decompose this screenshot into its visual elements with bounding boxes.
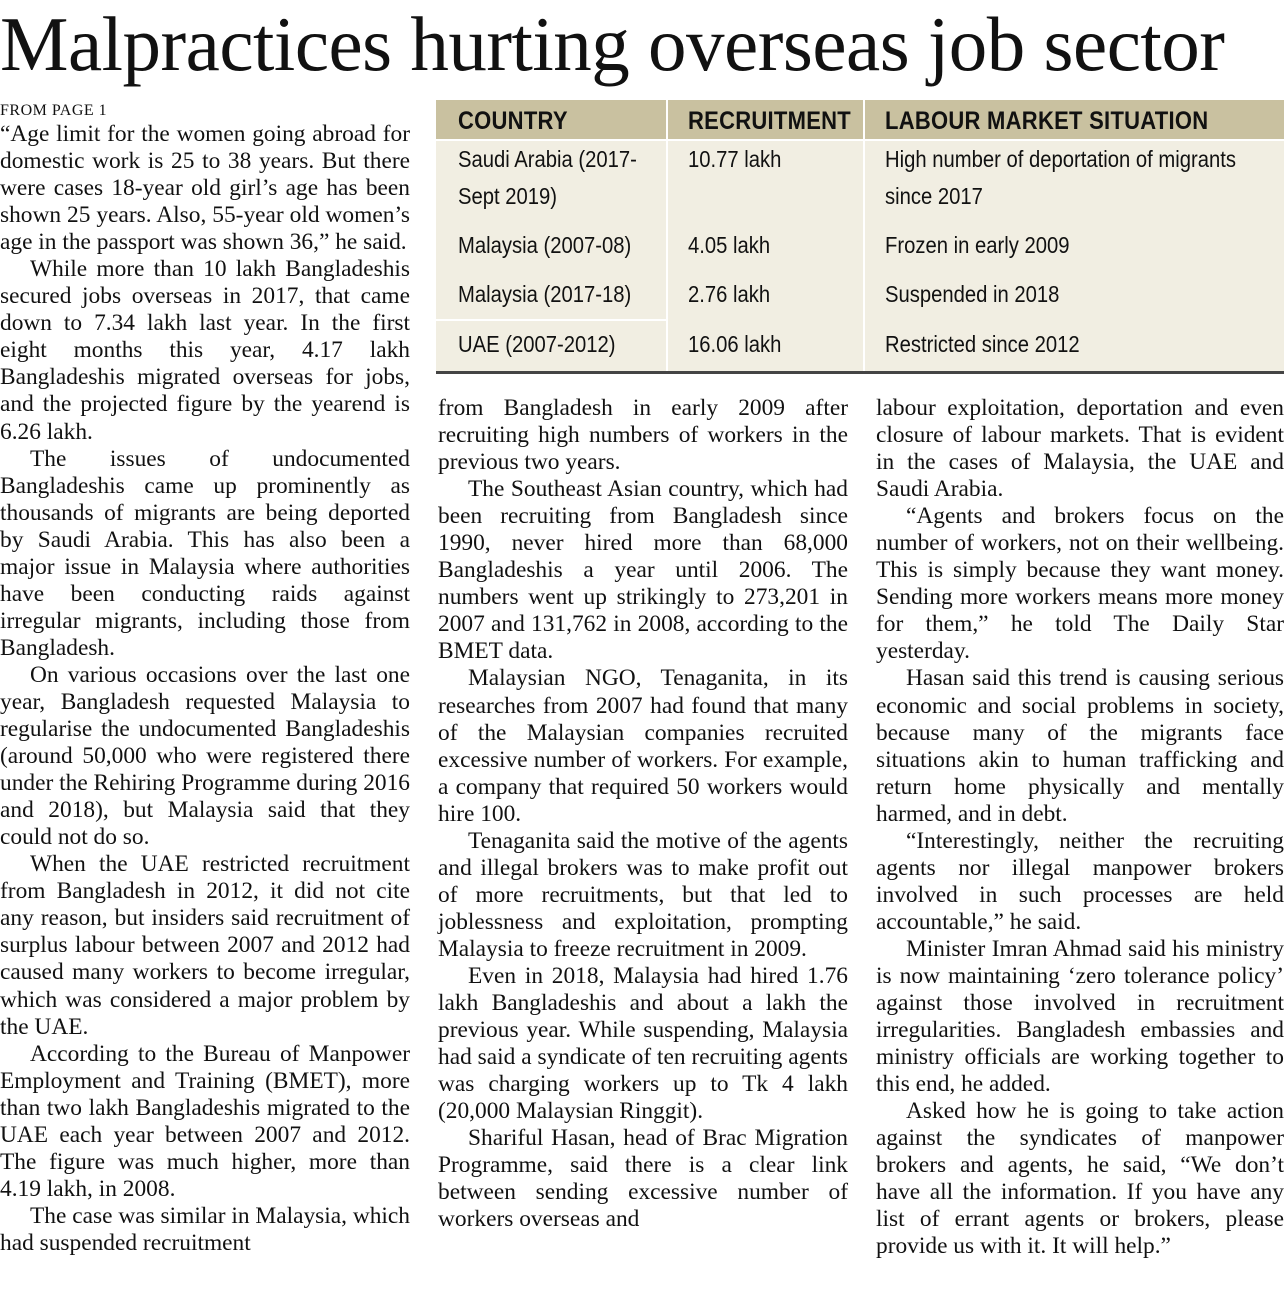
article-paragraph: Asked how he is going to take action against the syndicates of manpower brokers and agents, he said, “We don’t have all the information. If you have any list of errant agents or brokers, please provide us with it. It will help.” xyxy=(876,1098,1284,1260)
article-column-3 xyxy=(876,395,1284,1261)
header-country: COUNTRY xyxy=(458,107,568,135)
article-paragraph: When the UAE restricted recruitment from Bangladesh in 2012, it did not cite any reason, but insiders said recruitment of surplus labour between 2007 and 2012 had caused many workers to become irregular, which was considered a major problem by the UAE. xyxy=(0,851,410,1040)
row1-recruitment: 10.77 lakh xyxy=(688,146,782,172)
row2-recruitment: 4.05 lakh xyxy=(688,232,771,258)
header-recruitment: RECRUITMENT xyxy=(688,107,852,135)
recruitment-table xyxy=(436,100,1284,374)
row1-situation-line1: High number of deportation of migrants xyxy=(885,146,1237,172)
row2-situation: Frozen in early 2009 xyxy=(885,232,1070,258)
article-column-1 xyxy=(0,121,410,1257)
article-paragraph: Shariful Hasan, head of Brac Migration Programme, said there is a clear link between sending excessive number of workers overseas and xyxy=(438,1125,848,1233)
row2-country: Malaysia (2007-08) xyxy=(458,232,632,258)
row1-situation-line2: since 2017 xyxy=(885,183,983,209)
article-paragraph: According to the Bureau of Manpower Employment and Training (BMET), more than two lakh Bangladeshis migrated to the UAE each year between 2007 and 2012. The figure was much higher, more than 4.19 lakh, in 2008. xyxy=(0,1040,410,1202)
headline: Malpractices hurting overseas job sector xyxy=(0,1,1225,87)
article-paragraph: “Age limit for the women going abroad for domestic work is 25 to 38 years. But there were cases 18-year old girl’s age has been shown 25 years. Also, 55-year old women’s age in the passport was shown 36,” he said. xyxy=(0,121,410,256)
article-paragraph: labour exploitation, deportation and even closure of labour markets. That is evident in the cases of Malaysia, the UAE and Saudi Arabia. xyxy=(876,395,1284,503)
article-paragraph: Tenaganita said the motive of the agents and illegal brokers was to make profit out of more recruitments, but that led to joblessness and exploitation, prompting Malaysia to freeze recruitment in 2009. xyxy=(438,827,848,962)
article-paragraph: While more than 10 lakh Bangladeshis secured jobs overseas in 2017, that came down to 7.34 lakh last year. In the first eight months this year, 4.17 lakh Bangladeshis migrated overseas for jobs, and the projected figure by the yearend is 6.26 lakh. xyxy=(0,256,410,445)
article-paragraph: “Interestingly, neither the recruiting agents nor illegal manpower brokers involved in such processes are held accountable,” he said. xyxy=(876,827,1284,935)
row-divider xyxy=(436,319,666,321)
row4-country: UAE (2007-2012) xyxy=(458,331,616,357)
row3-situation: Suspended in 2018 xyxy=(885,281,1060,307)
article-paragraph: from Bangladesh in early 2009 after recruiting high numbers of workers in the previous two years. xyxy=(438,395,848,476)
from-page-label: FROM PAGE 1 xyxy=(0,102,108,119)
article-paragraph: Hasan said this trend is causing serious economic and social problems in society, because many of the migrants face situations akin to human trafficking and return home physically and mentally harmed, and in debt. xyxy=(876,665,1284,827)
article-paragraph: On various occasions over the last one year, Bangladesh requested Malaysia to regularise the undocumented Bangladeshis (around 50,000 who were registered there under the Rehiring Programme during 2016 and 2018), but Malaysia said that they could not do so. xyxy=(0,661,410,851)
article-paragraph: “Agents and brokers focus on the number of workers, not on their wellbeing. This is simply because they want money. Sending more workers means more money for them,” he told The Daily Star yesterday. xyxy=(876,503,1284,665)
row4-situation: Restricted since 2012 xyxy=(885,331,1080,357)
header-labour-market-situation: LABOUR MARKET SITUATION xyxy=(885,107,1209,135)
row3-recruitment: 2.76 lakh xyxy=(688,281,771,307)
article-paragraph: The Southeast Asian country, which had been recruiting from Bangladesh since 1990, never hired more than 68,000 Bangladeshis a year until 2006. The numbers went up strikingly to 273,201 in 2007 and 131,762 in 2008, according to the BMET data. xyxy=(438,476,848,665)
article-paragraph: Malaysian NGO, Tenaganita, in its researches from 2007 had found that many of the Malaysian companies recruited excessive number of workers. For example, a company that required 50 workers would hire 100. xyxy=(438,665,848,827)
article-column-2 xyxy=(438,395,848,1233)
article-paragraph: The case was similar in Malaysia, which had suspended recruitment xyxy=(0,1202,410,1256)
recruitment-table-body xyxy=(436,100,1284,371)
row4-recruitment: 16.06 lakh xyxy=(688,331,782,357)
row3-country: Malaysia (2017-18) xyxy=(458,281,632,307)
row1-country-line1: Saudi Arabia (2017- xyxy=(458,146,637,172)
row1-country-line2: Sept 2019) xyxy=(458,183,558,209)
article-paragraph: The issues of undocumented Bangladeshis came up prominently as thousands of migrants are being deported by Saudi Arabia. This has also been a major issue in Malaysia where authorities have been conducting raids against irregular migrants, including those from Bangladesh. xyxy=(0,445,410,661)
article-paragraph: Even in 2018, Malaysia had hired 1.76 lakh Bangladeshis and about a lakh the previous year. While suspending, Malaysia had said a syndicate of ten recruiting agents was charging workers up to Tk 4 lakh (20,000 Malaysian Ringgit). xyxy=(438,962,848,1125)
article-paragraph: Minister Imran Ahmad said his ministry is now maintaining ‘zero tolerance policy’ against those involved in recruitment irregularities. Bangladesh embassies and ministry officials are working together to this end, he added. xyxy=(876,935,1284,1098)
